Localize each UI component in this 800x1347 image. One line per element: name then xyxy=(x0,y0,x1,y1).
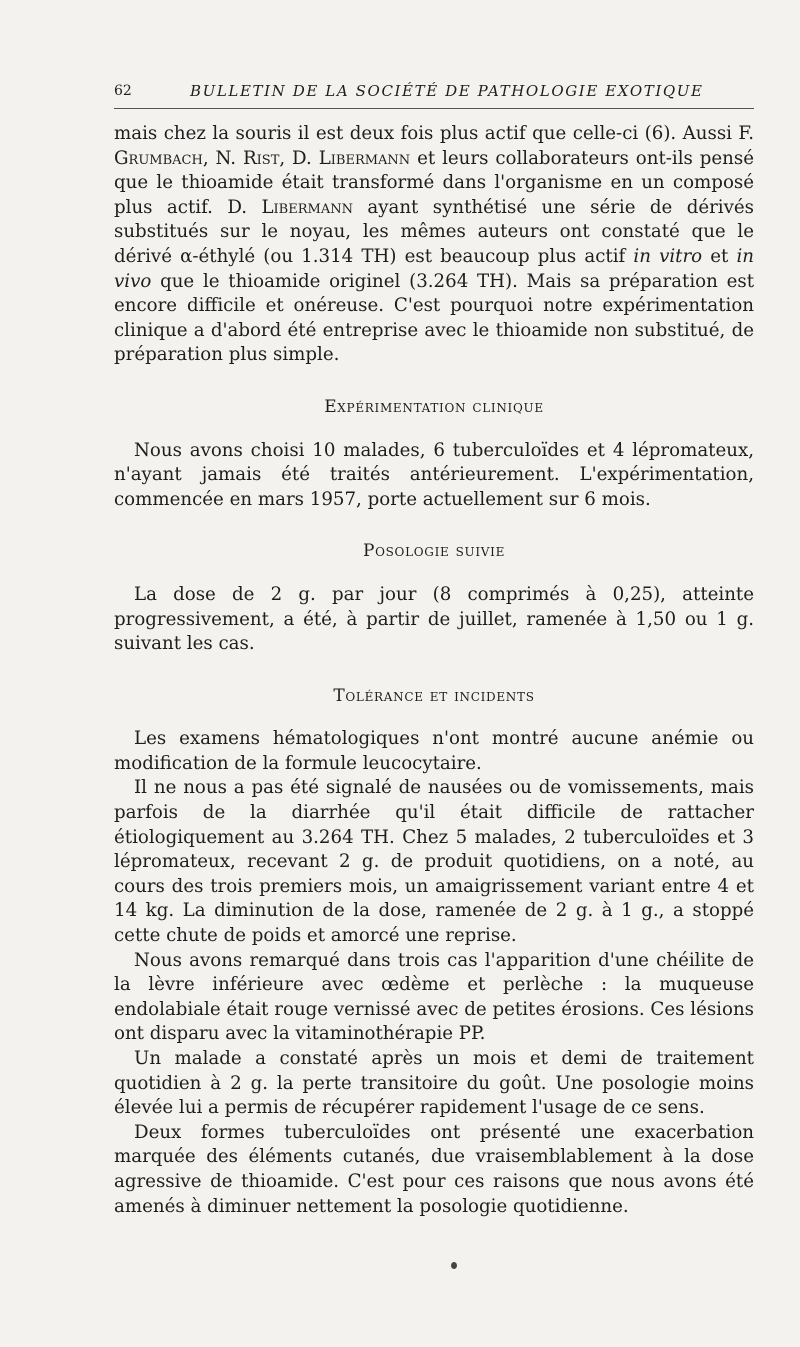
paragraph: Un malade a constaté après un mois et demi de traitement quotidien à 2 g. la perte transitoire du goût. Une posologie moins élevée lui a permis de récupérer rapidement l'usage de ce sens. xyxy=(114,1048,754,1119)
paragraph: Nous avons remarqué dans trois cas l'apparition d'une chéilite de la lèvre inférieure avec œdème et perlèche : la muqueuse endolabiale était rouge vernissé avec de petites érosions. Ces lésions ont disparu avec la vitaminothérapie PP. xyxy=(114,949,754,1045)
paragraph: Nous avons choisi 10 malades, 6 tuberculoïdes et 4 lépromateux, n'ayant jamais été traités antérieurement. L'expérimentation, commencée en mars 1957, porte actuellement sur 6 mois. xyxy=(114,439,754,510)
author-name: Libermann xyxy=(318,147,411,169)
intro-text: que le thioamide originel (3.264 TH). Mais sa préparation est encore difficile et onéreuse. C'est pourquoi notre expérimentation clinique a d'abord été entreprise avec le thioamide non substitué, de préparation plus simple. xyxy=(114,270,754,366)
paragraph: La dose de 2 g. par jour (8 comprimés à 0,25), atteinte progressivement, a été, à partir de juillet, ramenée à 1,50 ou 1 g. suivant les cas. xyxy=(114,583,754,655)
author-name: Rist xyxy=(242,147,280,169)
header-rule xyxy=(114,108,754,109)
section-heading: Expérimentation clinique xyxy=(324,396,544,417)
italic-term: in vitro xyxy=(633,245,703,267)
author-name: Grumbach xyxy=(114,147,203,169)
section-heading: Tolérance et incidents xyxy=(333,685,535,706)
section-heading: Posologie suivie xyxy=(362,541,506,562)
article-body xyxy=(114,122,754,1219)
intro-text: , D. xyxy=(279,147,319,169)
journal-title: BULLETIN DE LA SOCIÉTÉ DE PATHOLOGIE EXOTIQUE xyxy=(190,82,704,100)
intro-text: mais chez la souris il est deux fois plus actif que celle-ci (6). Aussi F. xyxy=(114,123,754,144)
running-head xyxy=(114,80,754,110)
paragraph: Les examens hématologiques n'ont montré aucune anémie ou modification de la formule leucocytaire. xyxy=(114,728,754,774)
ornament-dot xyxy=(451,1262,457,1269)
paragraph: Deux formes tuberculoïdes ont présenté une exacerbation marquée des éléments cutanés, due vraisemblablement à la dose agressive de thioamide. C'est pour ces raisons que nous avons été amenés à diminuer nettement la posologie quotidienne. xyxy=(114,1121,754,1217)
intro-text: , N. xyxy=(202,147,243,169)
italic-term: in vivo xyxy=(114,245,754,292)
page-number: 62 xyxy=(114,83,132,99)
intro-paragraph xyxy=(114,122,754,368)
intro-text: et leurs collaborateurs ont-ils pensé que le thioamide était transformé dans l'organisme en un composé plus actif. D. xyxy=(114,147,754,218)
paragraph: Il ne nous a pas été signalé de nausées ou de vomissements, mais parfois de la diarrhée qu'il était difficile de rattacher étiologiquement au 3.264 TH. Chez 5 malades, 2 tuberculoïdes et 3 lépromateux, recevant 2 g. de produit quotidiens, on a noté, au cours des trois premiers mois, un amaigrissement variant entre 4 et 14 kg. La diminution de la dose, ramenée de 2 g. à 1 g., a stoppé cette chute de poids et amorcé une reprise. xyxy=(114,777,754,947)
author-name: Libermann xyxy=(261,196,353,218)
intro-text: ayant synthétisé une série de dérivés substitués sur le noyau, les mêmes auteurs ont constaté que le dérivé α-éthylé (ou 1.314 TH) est beaucoup plus actif xyxy=(114,196,754,267)
intro-text: et xyxy=(702,245,737,267)
